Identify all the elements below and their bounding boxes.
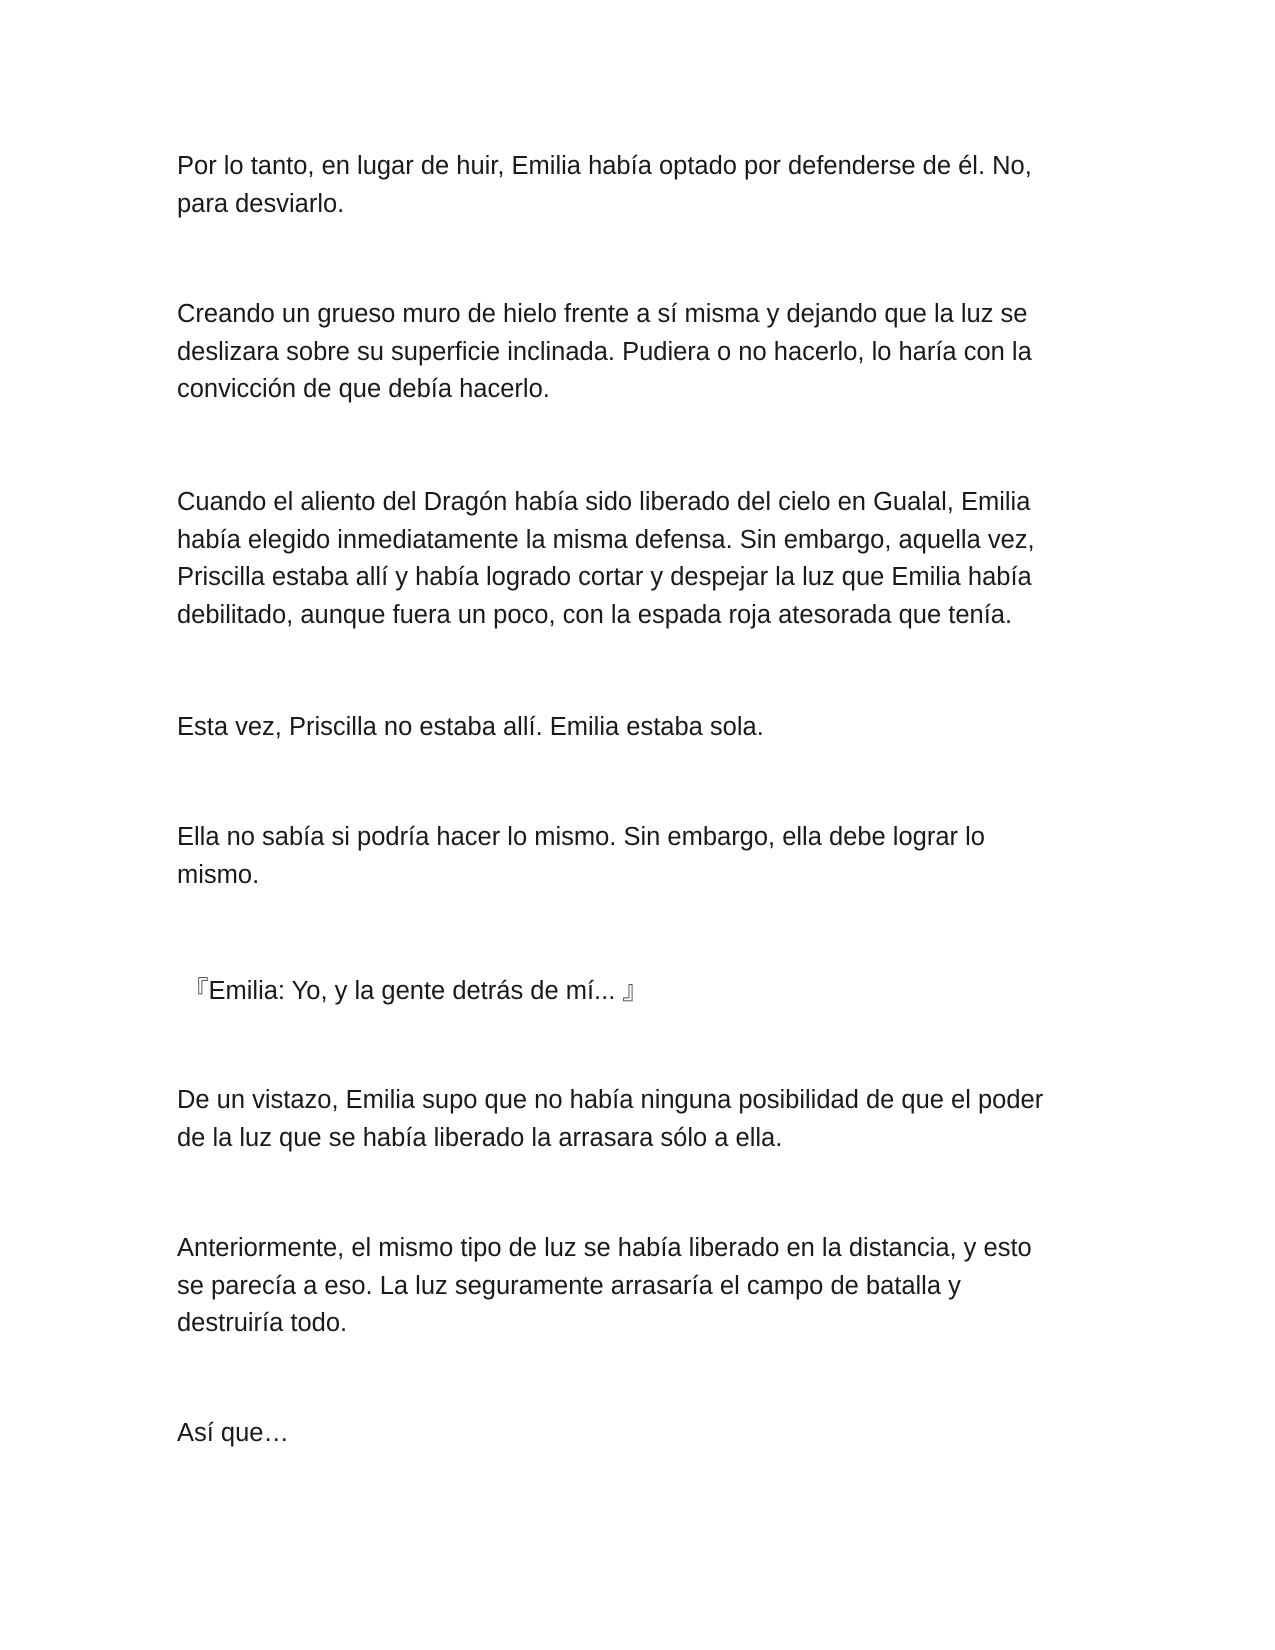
paragraph: Ella no sabía si podría hacer lo mismo. Sin embargo, ella debe lograr lo mismo. [177,823,985,889]
paragraph: De un vistazo, Emilia supo que no había ninguna posibilidad de que el poder de la luz que se había liberado la arrasara sólo a ella. [177,1086,1044,1152]
paragraph: Esta vez, Priscilla no estaba allí. Emilia estaba sola. [177,713,764,741]
paragraph: Creando un grueso muro de hielo frente a sí misma y dejando que la luz se deslizara sobre su superficie inclinada. Pudiera o no hacerlo, lo haría con la convicción de que debía hacerlo. [177,300,1032,403]
paragraph: Por lo tanto, en lugar de huir, Emilia había optado por defenderse de él. No, para desviarlo. [177,152,1032,218]
dialogue-line: 『Emilia: Yo, y la gente detrás de mí... 』 [183,977,648,1005]
paragraph: Así que… [177,1419,289,1447]
paragraph: Cuando el aliento del Dragón había sido liberado del cielo en Gualal, Emilia había elegido inmediatamente la misma defensa. Sin embargo, aquella vez, Priscilla estaba allí y había logrado cortar y despejar la luz que Emilia había debilitado, aunque fuera un poco, con la espada roja atesorada que tenía. [177,488,1035,629]
paragraph: Anteriormente, el mismo tipo de luz se había liberado en la distancia, y esto se parecía a eso. La luz seguramente arrasaría el campo de batalla y destruiría todo. [177,1234,1032,1337]
